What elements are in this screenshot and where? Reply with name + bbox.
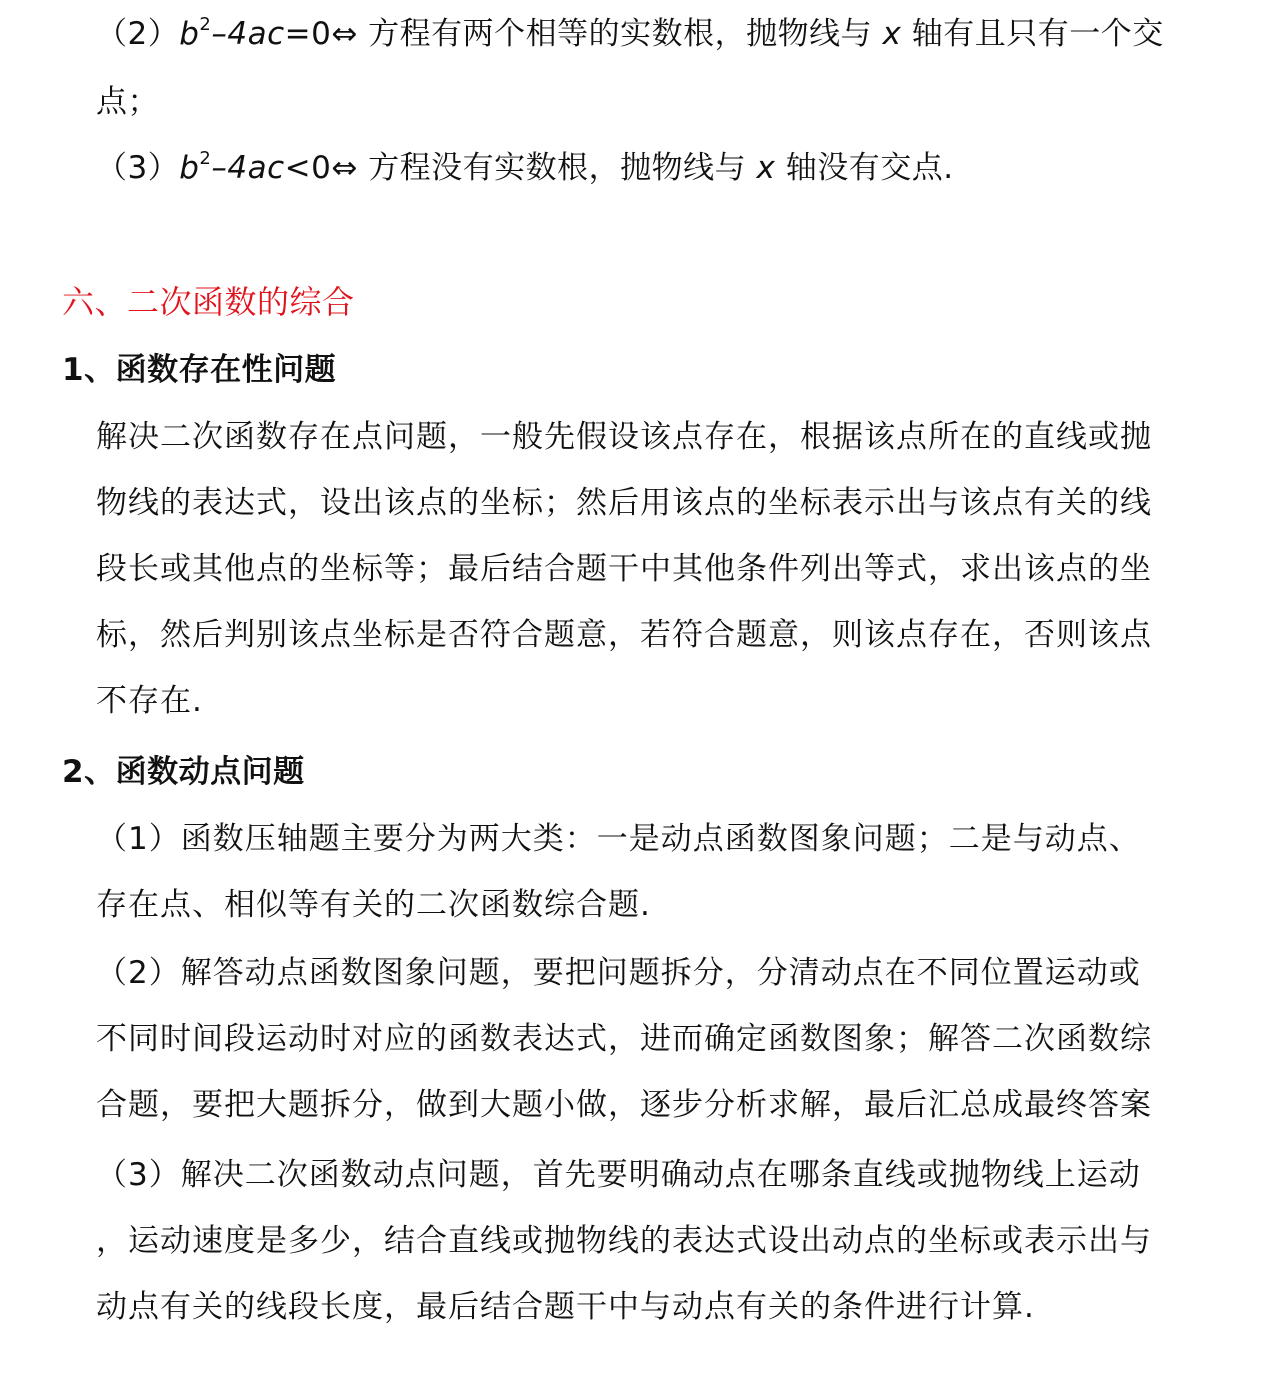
item-2-discriminant: $b^2-4ac$ [179, 14, 285, 52]
item-2-relation: =0⇔ [284, 16, 358, 52]
subsection-2-paragraph-3 [96, 1142, 1152, 1340]
item-3-text-b: 轴没有交点. [775, 150, 954, 186]
paragraph-line: 合题，要把大题拆分，做到大题小做，逐步分析求解，最后汇总成最终答案 [96, 1087, 1152, 1123]
section-6-title: 六、二次函数的综合 [62, 283, 355, 321]
paragraph-line: 动点有关的线段长度，最后结合题干中与动点有关的条件进行计算. [96, 1289, 1035, 1325]
paragraph-line: （1）函数压轴题主要分为两大类：一是动点函数图象问题；二是与动点、 [96, 821, 1141, 857]
item-3-x: x [756, 150, 776, 186]
paragraph-line: 物线的表达式，设出该点的坐标；然后用该点的坐标表示出与该点有关的线 [96, 485, 1152, 521]
paragraph-line: （3）解决二次函数动点问题，首先要明确动点在哪条直线或抛物线上运动 [96, 1157, 1141, 1193]
item-3-line [96, 148, 954, 188]
paragraph-line: 解决二次函数存在点问题，一般先假设该点存在，根据该点所在的直线或抛 [96, 419, 1152, 455]
paragraph-line: （2）解答动点函数图象问题，要把问题拆分，分清动点在不同位置运动或 [96, 955, 1141, 991]
item-2-prefix: （2） [96, 16, 180, 52]
item-2-text-b: 轴有且只有一个交 [901, 16, 1164, 52]
subsection-2-paragraph-1 [96, 806, 1141, 938]
paragraph-line: 标，然后判别该点坐标是否符合题意，若符合题意，则该点存在，否则该点 [96, 617, 1152, 653]
item-3-text-a: 方程没有实数根，抛物线与 [357, 150, 757, 186]
subsection-1-title: 1、函数存在性问题 [62, 352, 337, 388]
item-3-discriminant: $b^2-4ac$ [179, 148, 285, 186]
paragraph-line: 段长或其他点的坐标等；最后结合题干中其他条件列出等式，求出该点的坐 [96, 551, 1152, 587]
subsection-2-title: 2、函数动点问题 [62, 754, 305, 790]
paragraph-line: 存在点、相似等有关的二次函数综合题. [96, 887, 651, 923]
item-3-prefix: （3） [96, 150, 180, 186]
paragraph-line: 不同时间段运动时对应的函数表达式，进而确定函数图象；解答二次函数综 [96, 1021, 1152, 1057]
item-2-x: x [882, 16, 902, 52]
paragraph-line: 不存在. [96, 683, 203, 719]
item-2-continuation: 点； [96, 84, 159, 120]
item-2-line [96, 14, 1164, 54]
item-2-text-a: 方程有两个相等的实数根，抛物线与 [357, 16, 883, 52]
subsection-1-paragraph [96, 404, 1152, 734]
paragraph-line: ，运动速度是多少，结合直线或抛物线的表达式设出动点的坐标或表示出与 [96, 1223, 1152, 1259]
subsection-2-paragraph-2 [96, 940, 1152, 1138]
item-3-relation: <0⇔ [284, 150, 358, 186]
